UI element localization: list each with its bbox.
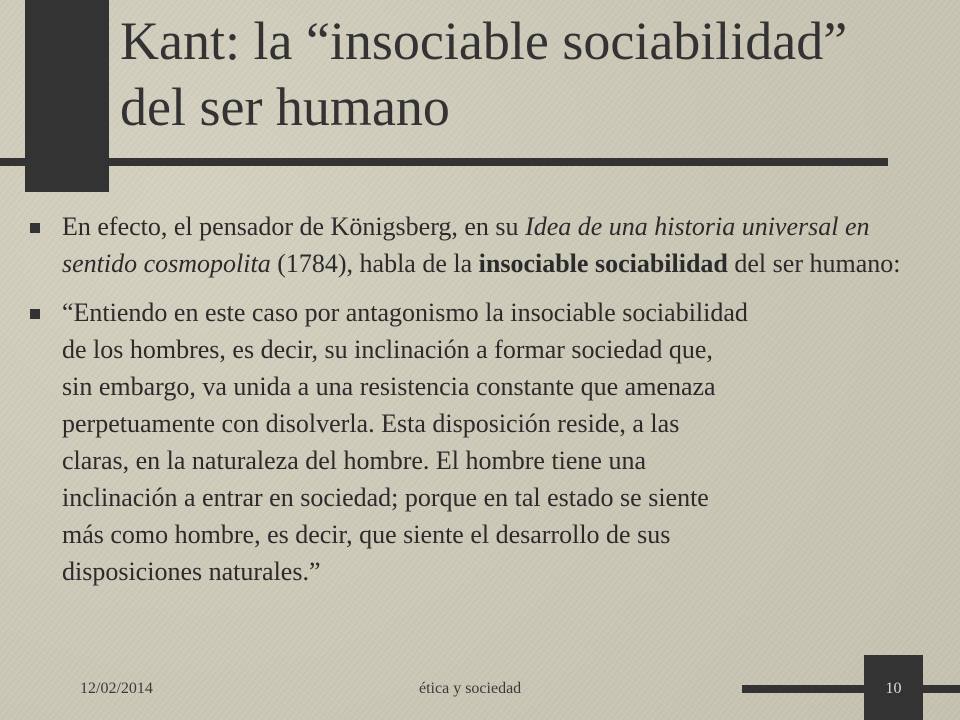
square-bullet-icon	[30, 223, 40, 233]
footer-date: 12/02/2014	[80, 680, 153, 697]
bullet-item-2	[30, 294, 910, 590]
slide-title-line-2: del ser humano	[120, 77, 450, 137]
quote-line: disposiciones naturales.”	[62, 557, 321, 586]
bullet-1-text-c: del ser humano:	[727, 249, 901, 278]
quote-line: perpetuamente con disolverla. Esta disposición reside, a las	[62, 409, 680, 438]
page-number: 10	[885, 680, 902, 697]
quote-line: “Entiendo en este caso por antagonismo la insociable sociabilidad	[62, 298, 748, 327]
quote-line: de los hombres, es decir, su inclinación a formar sociedad que,	[62, 335, 713, 364]
slide-title-line-1: Kant: la “insociable sociabilidad”	[120, 11, 848, 71]
quote-line: sin embargo, va unida a una resistencia constante que amenaza	[62, 372, 716, 401]
quote-line: inclinación a entrar en sociedad; porque en tal estado se siente	[62, 483, 709, 512]
quote-line: claras, en la naturaleza del hombre. El hombre tiene una	[62, 446, 647, 475]
slide-content	[30, 208, 910, 602]
footer-divider	[742, 685, 960, 693]
slide-title	[120, 8, 940, 140]
square-bullet-icon	[30, 309, 40, 319]
bullet-item-1	[30, 208, 910, 282]
key-concept: insociable sociabilidad	[478, 249, 728, 278]
quote-line: más como hombre, es decir, que siente el desarrollo de sus	[62, 520, 671, 549]
bullet-1-text-a: En efecto, el pensador de Königsberg, en su	[62, 212, 526, 241]
footer-title: ética y sociedad	[419, 680, 522, 697]
title-divider	[0, 158, 888, 166]
book-title: Idea de una historia universal en sentido cosmopolita	[62, 212, 870, 278]
bullet-1-text-b: (1784), habla de la	[270, 249, 479, 278]
